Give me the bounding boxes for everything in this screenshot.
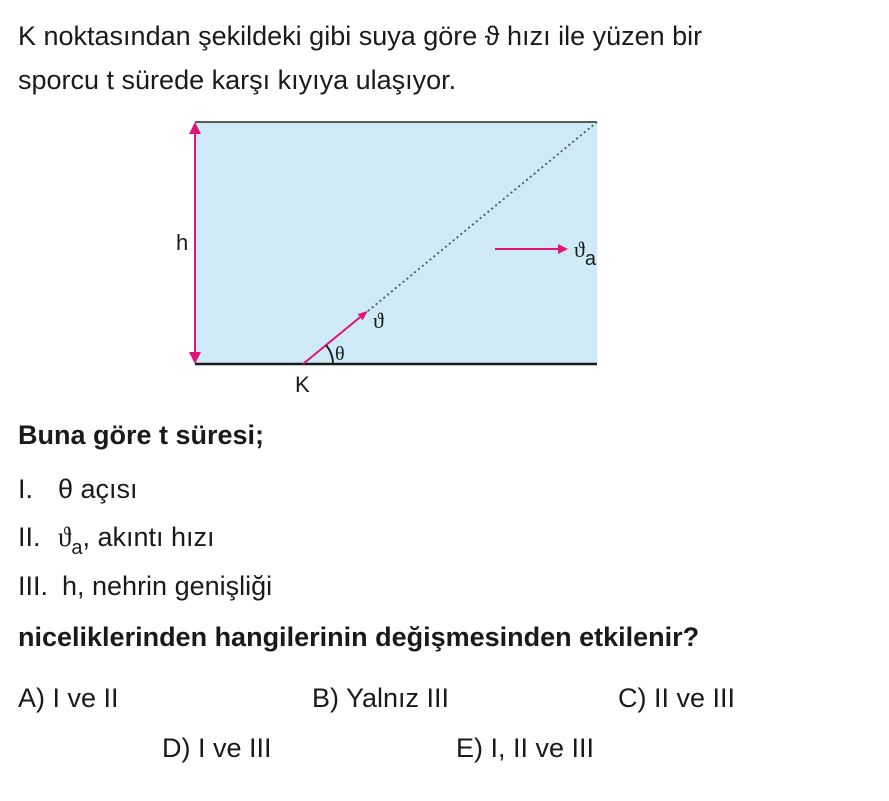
label-v: ϑ xyxy=(373,308,384,333)
option-d[interactable]: D) I ve III xyxy=(162,733,272,763)
question-prompt: Buna göre t süresi; xyxy=(18,420,265,450)
stem-line-2: sporcu t sürede karşı kıyıya ulaşıyor. xyxy=(18,65,457,95)
statement-2-text: , akıntı hızı xyxy=(82,522,215,552)
statement-1-text: θ açısı xyxy=(58,474,138,504)
river-figure xyxy=(0,100,889,400)
label-va-symbol: ϑ xyxy=(574,237,585,262)
statement-3-text: h, nehrin genişliği xyxy=(62,571,273,601)
statement-3 xyxy=(18,571,272,602)
statement-2 xyxy=(18,522,215,559)
river-water xyxy=(195,122,597,364)
label-h: h xyxy=(176,230,189,255)
statement-1 xyxy=(18,474,138,505)
question-stem xyxy=(18,14,868,102)
option-e[interactable]: E) I, II ve III xyxy=(456,733,595,763)
label-theta: θ xyxy=(335,343,345,365)
statement-2-subscript: a xyxy=(71,537,83,559)
option-c[interactable]: C) II ve III xyxy=(618,683,736,713)
stem-line-1: K noktasından şekildeki gibi suya göre ϑ hızı ile yüzen bir xyxy=(18,21,703,51)
question-prompt-2: niceliklerinden hangilerinin değişmesinden etkilenir? xyxy=(18,622,700,652)
option-a[interactable]: A) I ve II xyxy=(18,683,119,713)
label-K: K xyxy=(295,372,310,397)
statement-2-symbol: ϑ xyxy=(58,522,72,552)
option-b[interactable]: B) Yalnız III xyxy=(312,683,450,713)
label-va-sub: a xyxy=(584,248,597,270)
statement-3-number: III. xyxy=(18,571,49,601)
statement-1-number: I. xyxy=(18,474,34,504)
statement-2-number: II. xyxy=(18,522,41,552)
